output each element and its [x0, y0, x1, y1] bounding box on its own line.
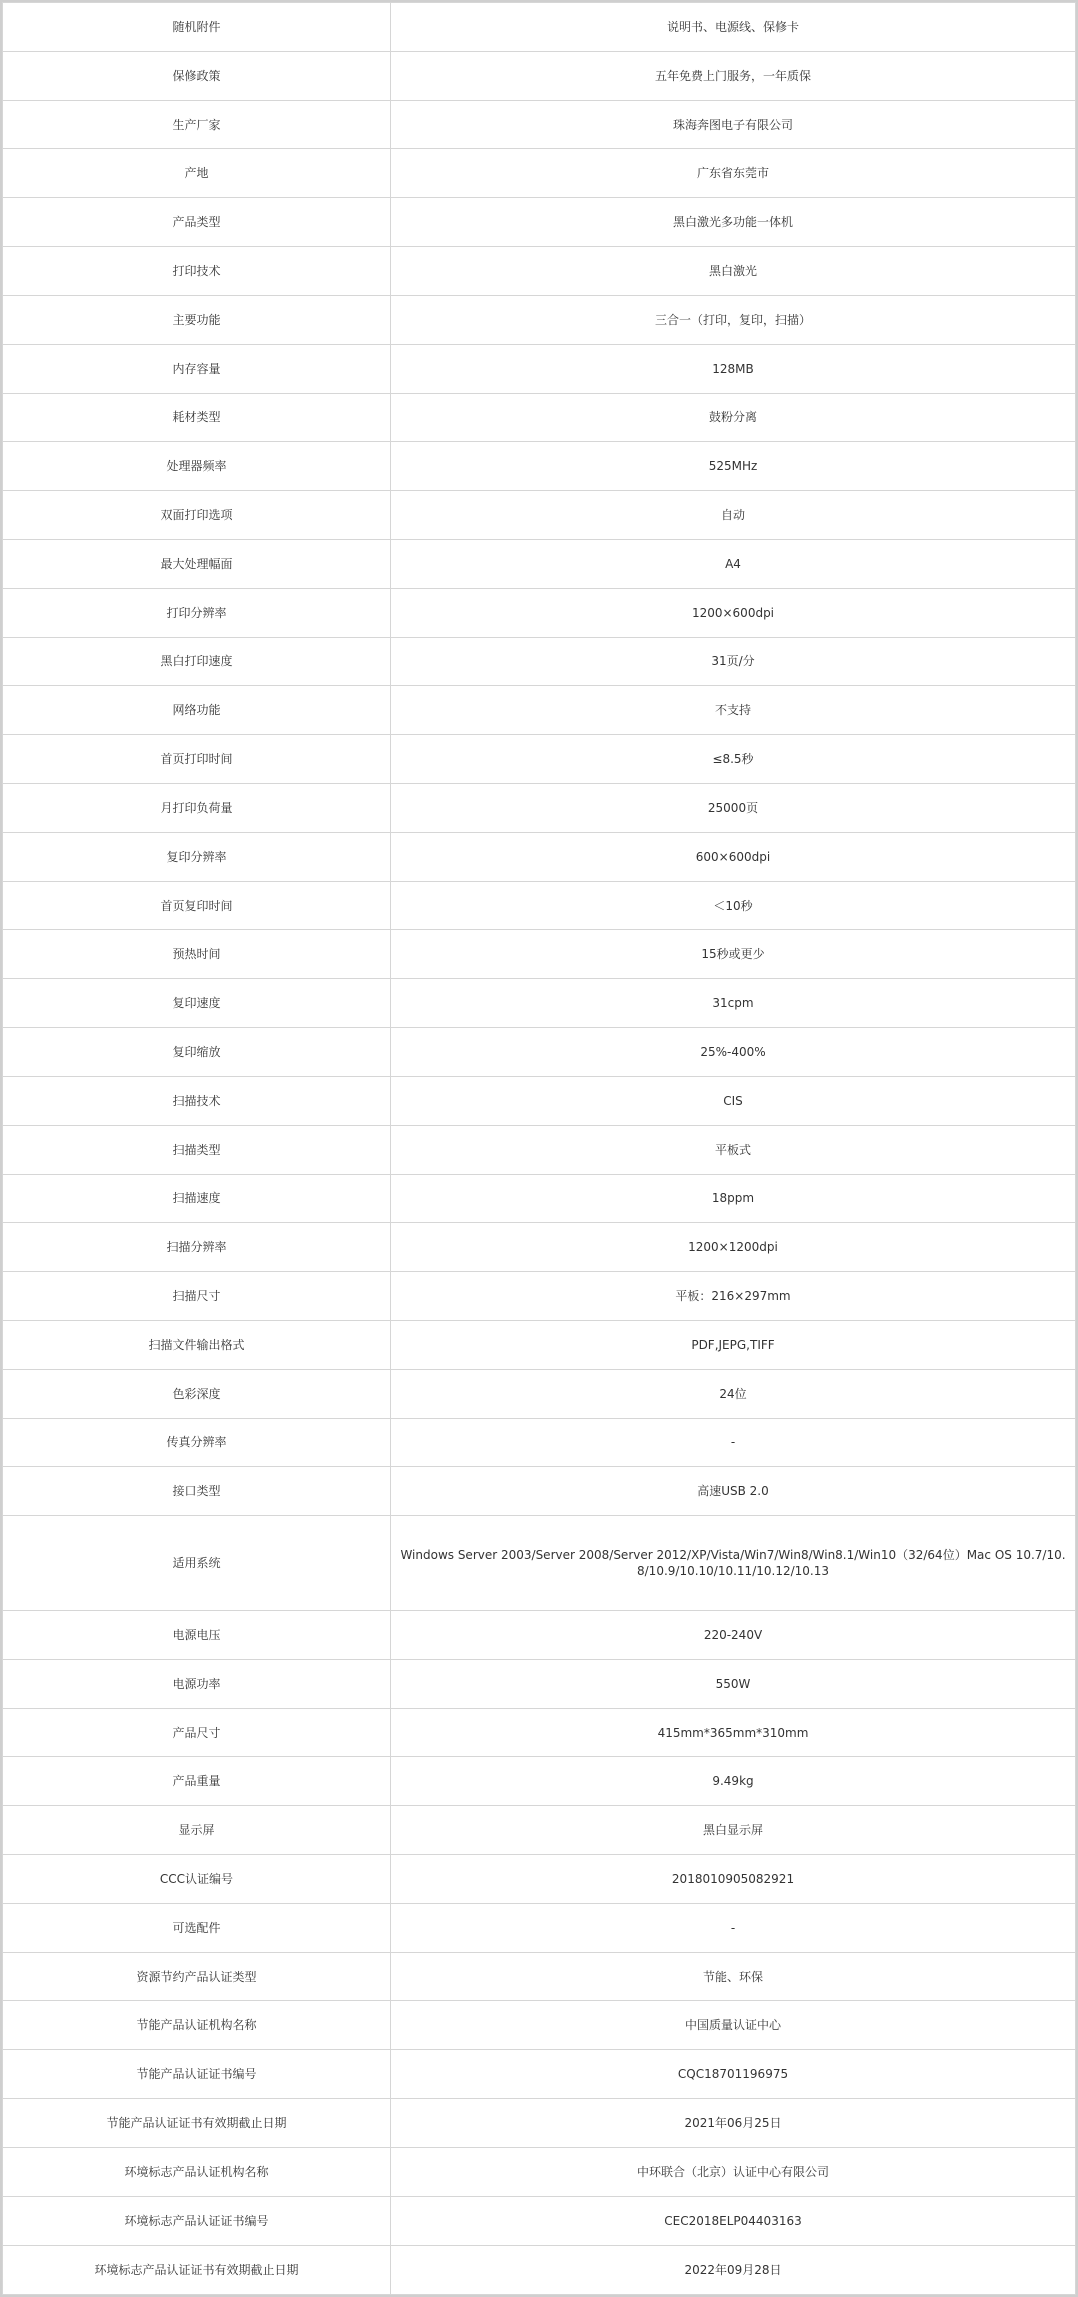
spec-value: 525MHz — [391, 442, 1076, 491]
spec-label: 生产厂家 — [3, 100, 391, 149]
spec-row — [3, 51, 1076, 100]
spec-row — [3, 1757, 1076, 1806]
spec-row — [3, 2196, 1076, 2245]
spec-row — [3, 637, 1076, 686]
spec-value: 2022年09月28日 — [391, 2245, 1076, 2294]
spec-label: 扫描速度 — [3, 1174, 391, 1223]
spec-row — [3, 149, 1076, 198]
spec-label: 传真分辨率 — [3, 1418, 391, 1467]
spec-value: PDF,JEPG,TIFF — [391, 1320, 1076, 1369]
spec-row — [3, 198, 1076, 247]
spec-label: 主要功能 — [3, 295, 391, 344]
spec-label: 耗材类型 — [3, 393, 391, 442]
spec-row — [3, 2001, 1076, 2050]
spec-label: 节能产品认证机构名称 — [3, 2001, 391, 2050]
spec-row — [3, 686, 1076, 735]
spec-row — [3, 881, 1076, 930]
spec-value: CIS — [391, 1076, 1076, 1125]
spec-row — [3, 979, 1076, 1028]
spec-value: 600×600dpi — [391, 832, 1076, 881]
spec-row — [3, 588, 1076, 637]
spec-label: 保修政策 — [3, 51, 391, 100]
spec-value: 25000页 — [391, 784, 1076, 833]
spec-value: 高速USB 2.0 — [391, 1467, 1076, 1516]
spec-label: 首页复印时间 — [3, 881, 391, 930]
spec-row — [3, 2050, 1076, 2099]
spec-label: 环境标志产品认证机构名称 — [3, 2147, 391, 2196]
spec-label: 处理器频率 — [3, 442, 391, 491]
spec-label: 资源节约产品认证类型 — [3, 1952, 391, 2001]
spec-value: 中环联合（北京）认证中心有限公司 — [391, 2147, 1076, 2196]
spec-label: 复印缩放 — [3, 1028, 391, 1077]
spec-value: 鼓粉分离 — [391, 393, 1076, 442]
spec-label: 扫描分辨率 — [3, 1223, 391, 1272]
spec-row — [3, 491, 1076, 540]
spec-value: 15秒或更少 — [391, 930, 1076, 979]
spec-value: 550W — [391, 1659, 1076, 1708]
spec-label: 产品重量 — [3, 1757, 391, 1806]
spec-label: 产品类型 — [3, 198, 391, 247]
spec-label: 随机附件 — [3, 3, 391, 52]
spec-label: 网络功能 — [3, 686, 391, 735]
spec-row — [3, 1806, 1076, 1855]
spec-value: 18ppm — [391, 1174, 1076, 1223]
spec-label: 双面打印选项 — [3, 491, 391, 540]
spec-row — [3, 3, 1076, 52]
spec-label: 扫描尺寸 — [3, 1272, 391, 1321]
spec-label: 环境标志产品认证证书有效期截止日期 — [3, 2245, 391, 2294]
spec-value: Windows Server 2003/Server 2008/Server 2012/XP/Vista/Win7/Win8/Win8.1/Win10（32/64位）Mac OS 10.7/10.8/10.9/10.10/10.11/10.12/10.13 — [391, 1516, 1076, 1611]
spec-row — [3, 1076, 1076, 1125]
spec-label: 首页打印时间 — [3, 735, 391, 784]
spec-row — [3, 100, 1076, 149]
spec-value: 平板：216×297mm — [391, 1272, 1076, 1321]
spec-row — [3, 1223, 1076, 1272]
spec-label: 产地 — [3, 149, 391, 198]
spec-value: 平板式 — [391, 1125, 1076, 1174]
spec-row — [3, 295, 1076, 344]
spec-value: 三合一（打印，复印，扫描） — [391, 295, 1076, 344]
spec-label: 产品尺寸 — [3, 1708, 391, 1757]
spec-label: 内存容量 — [3, 344, 391, 393]
spec-row — [3, 247, 1076, 296]
spec-label: 复印速度 — [3, 979, 391, 1028]
spec-value: 2018010905082921 — [391, 1855, 1076, 1904]
spec-value: 415mm*365mm*310mm — [391, 1708, 1076, 1757]
spec-row — [3, 1903, 1076, 1952]
spec-value: CQC18701196975 — [391, 2050, 1076, 2099]
spec-row — [3, 1125, 1076, 1174]
spec-label: 接口类型 — [3, 1467, 391, 1516]
spec-row — [3, 442, 1076, 491]
spec-row — [3, 1659, 1076, 1708]
spec-row — [3, 1272, 1076, 1321]
spec-row — [3, 735, 1076, 784]
spec-label: 显示屏 — [3, 1806, 391, 1855]
spec-value: 珠海奔图电子有限公司 — [391, 100, 1076, 149]
spec-table — [2, 2, 1076, 2295]
spec-value: 220-240V — [391, 1610, 1076, 1659]
spec-value: CEC2018ELP04403163 — [391, 2196, 1076, 2245]
spec-value: 黑白显示屏 — [391, 1806, 1076, 1855]
spec-row — [3, 1320, 1076, 1369]
spec-label: 适用系统 — [3, 1516, 391, 1611]
spec-row — [3, 2099, 1076, 2148]
spec-value: 黑白激光 — [391, 247, 1076, 296]
spec-value: 不支持 — [391, 686, 1076, 735]
spec-value: 自动 — [391, 491, 1076, 540]
spec-value: 31页/分 — [391, 637, 1076, 686]
spec-row — [3, 1467, 1076, 1516]
spec-row — [3, 1028, 1076, 1077]
spec-value: 1200×600dpi — [391, 588, 1076, 637]
spec-label: 色彩深度 — [3, 1369, 391, 1418]
spec-row — [3, 1174, 1076, 1223]
spec-row — [3, 2147, 1076, 2196]
spec-row — [3, 832, 1076, 881]
spec-label: CCC认证编号 — [3, 1855, 391, 1904]
spec-label: 环境标志产品认证证书编号 — [3, 2196, 391, 2245]
spec-label: 月打印负荷量 — [3, 784, 391, 833]
spec-row — [3, 2245, 1076, 2294]
spec-label: 节能产品认证证书有效期截止日期 — [3, 2099, 391, 2148]
spec-label: 预热时间 — [3, 930, 391, 979]
spec-label: 黑白打印速度 — [3, 637, 391, 686]
spec-row — [3, 344, 1076, 393]
spec-row — [3, 1952, 1076, 2001]
spec-value: 五年免费上门服务，一年质保 — [391, 51, 1076, 100]
spec-row — [3, 1516, 1076, 1611]
spec-value: 24位 — [391, 1369, 1076, 1418]
spec-row — [3, 1610, 1076, 1659]
spec-row — [3, 1369, 1076, 1418]
spec-value: A4 — [391, 539, 1076, 588]
spec-table-body — [3, 3, 1076, 2295]
spec-row — [3, 1418, 1076, 1467]
spec-row — [3, 393, 1076, 442]
spec-value: - — [391, 1418, 1076, 1467]
spec-row — [3, 539, 1076, 588]
spec-value: 31cpm — [391, 979, 1076, 1028]
spec-value: 中国质量认证中心 — [391, 2001, 1076, 2050]
spec-value: 节能、环保 — [391, 1952, 1076, 2001]
spec-value: 9.49kg — [391, 1757, 1076, 1806]
spec-label: 扫描技术 — [3, 1076, 391, 1125]
spec-label: 电源功率 — [3, 1659, 391, 1708]
spec-value: 128MB — [391, 344, 1076, 393]
spec-value: 说明书、电源线、保修卡 — [391, 3, 1076, 52]
spec-value: 1200×1200dpi — [391, 1223, 1076, 1272]
spec-label: 复印分辨率 — [3, 832, 391, 881]
spec-label: 可选配件 — [3, 1903, 391, 1952]
spec-label: 扫描文件输出格式 — [3, 1320, 391, 1369]
spec-row — [3, 930, 1076, 979]
spec-value: 25%-400% — [391, 1028, 1076, 1077]
spec-value: ＜10秒 — [391, 881, 1076, 930]
spec-value: 2021年06月25日 — [391, 2099, 1076, 2148]
spec-label: 电源电压 — [3, 1610, 391, 1659]
spec-label: 最大处理幅面 — [3, 539, 391, 588]
spec-value: 黑白激光多功能一体机 — [391, 198, 1076, 247]
spec-label: 打印技术 — [3, 247, 391, 296]
spec-row — [3, 784, 1076, 833]
spec-value: ≤8.5秒 — [391, 735, 1076, 784]
spec-row — [3, 1708, 1076, 1757]
spec-label: 节能产品认证证书编号 — [3, 2050, 391, 2099]
spec-value: - — [391, 1903, 1076, 1952]
spec-label: 扫描类型 — [3, 1125, 391, 1174]
spec-value: 广东省东莞市 — [391, 149, 1076, 198]
spec-row — [3, 1855, 1076, 1904]
spec-label: 打印分辨率 — [3, 588, 391, 637]
